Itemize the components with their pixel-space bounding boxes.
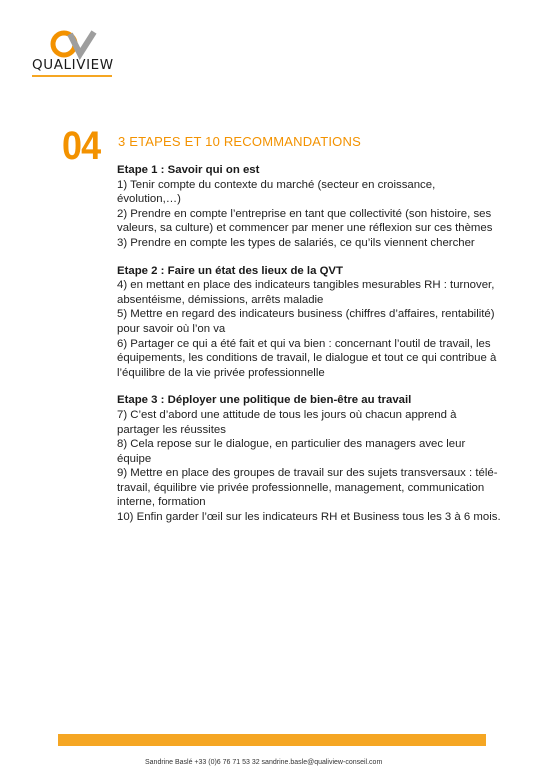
company-logo	[32, 30, 112, 78]
footer-contact: Sandrine Baslé +33 (0)6 76 71 53 32 sandrine.basle@qualiview-conseil.com	[145, 759, 383, 766]
recommendation-item: 1) Tenir compte du contexte du marché (secteur en croissance, évolution,…)	[117, 178, 436, 206]
step-title: Etape 2 : Faire un état des lieux de la QVT	[117, 264, 343, 277]
recommendation-item: 9) Mettre en place des groupes de travail sur des sujets transversaux : télé-travail, équilibre vie privée professionnelle, management, communication interne, formation	[117, 467, 498, 509]
recommendation-item: 10) Enfin garder l’œil sur les indicateurs RH et Business tous les 3 à 6 mois.	[117, 511, 501, 524]
step-title: Etape 1 : Savoir qui on est	[117, 164, 260, 176]
step-2	[117, 264, 501, 381]
recommendation-item: 3) Prendre en compte les types de salariés, ce qu’ils viennent chercher	[117, 236, 475, 249]
recommendation-item: 6) Partager ce qui a été fait et qui va bien : concernant l’outil de travail, les équipements, les conditions de travail, le dialogue et tout ce qui contribue à l’équilibre de la vie privée professionnelle	[117, 337, 497, 379]
section-number: 04	[62, 124, 101, 168]
step-1	[117, 163, 501, 251]
recommendation-item: 4) en mettant en place des indicateurs tangibles mesurables RH : turnover, absentéisme, démissions, arrêts maladie	[117, 279, 495, 306]
steps-content	[117, 163, 501, 538]
logo-wordmark: QUALIVIEW	[32, 57, 114, 73]
step-title: Etape 3 : Déployer une politique de bien-être au travail	[117, 394, 412, 407]
recommendation-item: 8) Cela repose sur le dialogue, en particulier des managers avec leur équipe	[117, 438, 466, 465]
recommendation-item: 5) Mettre en regard des indicateurs business (chiffres d’affaires, rentabilité) pour savoir où l’on va	[117, 308, 495, 335]
section-title: 3 ETAPES ET 10 RECOMMANDATIONS	[118, 134, 361, 149]
recommendation-item: 7) C’est d’abord une attitude de tous les jours où chacun apprend à partager les réussites	[117, 408, 457, 436]
footer-bar	[58, 734, 486, 746]
step-3	[117, 393, 501, 524]
qualiview-logo-icon	[44, 30, 104, 60]
recommendation-item: 2) Prendre en compte l’entreprise en tant que collectivité (son histoire, ses valeurs, sa culture) et commencer par mener une réflexion sur ces thèmes	[117, 207, 493, 235]
logo-underline	[32, 75, 112, 77]
